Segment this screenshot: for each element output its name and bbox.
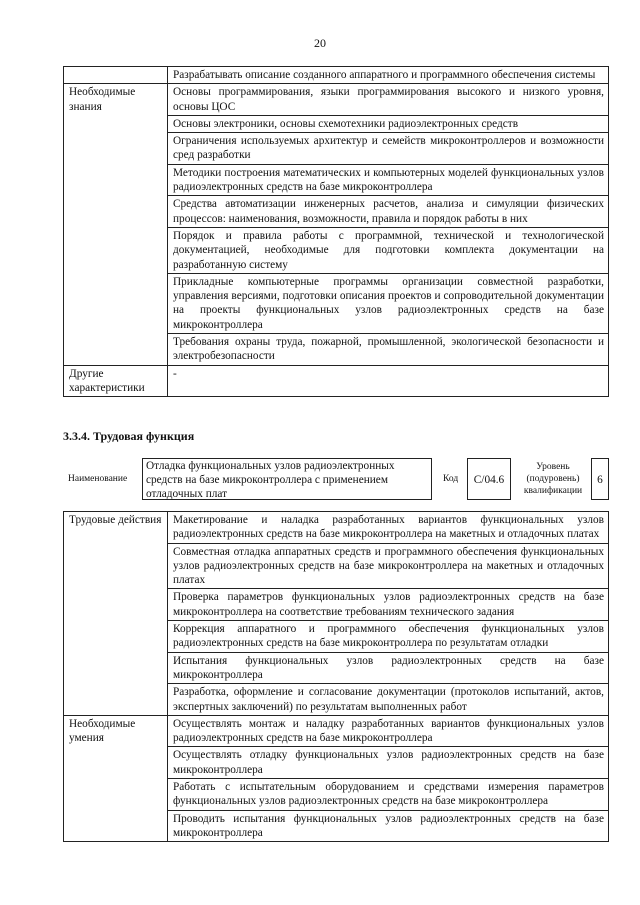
row-text: Испытания функциональных узлов радиоэлектронных средств на базе микроконтроллера [168, 652, 609, 684]
row-text: Прикладные компьютерные программы организации совместной разработки, управления версиями, подготовки описания проектов и сопроводительной документации на проекты функциональных узлов радиоэлектронных средств на базе микроконтроллера [168, 273, 609, 333]
row-text: Требования охраны труда, пожарной, промышленной, экологической безопасности и электробезопасности [168, 334, 609, 366]
row-text: Работать с испытательным оборудованием и средствами измерения параметров функциональных узлов радиоэлектронных средств на базе микроконтроллера [168, 779, 609, 811]
row-text: Ограничения используемых архитектур и семейств микроконтроллеров и возможности сред разработки [168, 133, 609, 165]
code-label: Код [443, 474, 459, 484]
level-label: Уровень (подуровень) квалификации [523, 462, 583, 496]
function-level-box: 6 [591, 458, 609, 500]
actions-table [63, 511, 609, 842]
table-row [64, 84, 609, 116]
labor-function-header [63, 457, 609, 503]
section-title: 3.3.4. Трудовая функция [63, 429, 195, 443]
row-text: Средства автоматизации инженерных расчетов, анализа и симуляции физических процессов: наименования, возможности, правила и порядок работы в них [168, 196, 609, 228]
name-label: Наименование [68, 474, 128, 484]
row-text: Проверка параметров функциональных узлов радиоэлектронных средств на базе микроконтроллера на соответствие требованиям технического задания [168, 589, 609, 621]
knowledge-table [63, 66, 609, 397]
row-text: Порядок и правила работы с программной, технической и технологической документацией, необходимые для подготовки комплекта документации на разработанную систему [168, 227, 609, 273]
table-row [64, 512, 609, 544]
row-label-required-skills: Необходимые умения [64, 715, 168, 841]
row-label-labor-actions: Трудовые действия [64, 512, 168, 716]
row-text: Методики построения математических и компьютерных моделей функциональных узлов радиоэлектронных средств на базе микроконтроллера [168, 164, 609, 196]
function-name-box: Отладка функциональных узлов радиоэлектронных средств на базе микроконтроллера с применением отладочных плат [142, 458, 432, 500]
row-text: Макетирование и наладка разработанных вариантов функциональных узлов радиоэлектронных средств на базе микроконтроллера на макетных и отладочных платах [168, 512, 609, 544]
row-text: Проводить испытания функциональных узлов радиоэлектронных средств на базе микроконтроллера [168, 810, 609, 842]
row-text: Разрабатывать описание созданного аппаратного и программного обеспечения системы [168, 67, 609, 84]
row-label [64, 67, 168, 84]
row-text: Осуществлять отладку функциональных узлов радиоэлектронных средств на базе микроконтроллера [168, 747, 609, 779]
page-number: 20 [314, 36, 326, 50]
row-text: Основы электроники, основы схемотехники радиоэлектронных средств [168, 115, 609, 132]
table-row [64, 67, 609, 84]
row-text: Коррекция аппаратного и программного обеспечения функциональных узлов радиоэлектронных средств на базе микроконтроллера по результатам отладки [168, 621, 609, 653]
row-text: Совместная отладка аппаратных средств и программного обеспечения функциональных узлов радиоэлектронных средств на базе микроконтроллера на макетных и отладочных платах [168, 543, 609, 589]
row-text: - [168, 365, 609, 397]
row-text: Основы программирования, языки программирования высокого и низкого уровня, основы ЦОС [168, 84, 609, 116]
row-text: Осуществлять монтаж и наладку разработанных вариантов функциональных узлов радиоэлектронных средств на базе микроконтроллера [168, 715, 609, 747]
row-text: Разработка, оформление и согласование документации (протоколов испытаний, актов, экспертных заключений) по результатам выполненных работ [168, 684, 609, 716]
row-label-other-characteristics: Другие характеристики [64, 365, 168, 397]
table-row [64, 715, 609, 747]
function-code-box: C/04.6 [467, 458, 511, 500]
table-row [64, 365, 609, 397]
row-label-required-knowledge: Необходимые знания [64, 84, 168, 365]
